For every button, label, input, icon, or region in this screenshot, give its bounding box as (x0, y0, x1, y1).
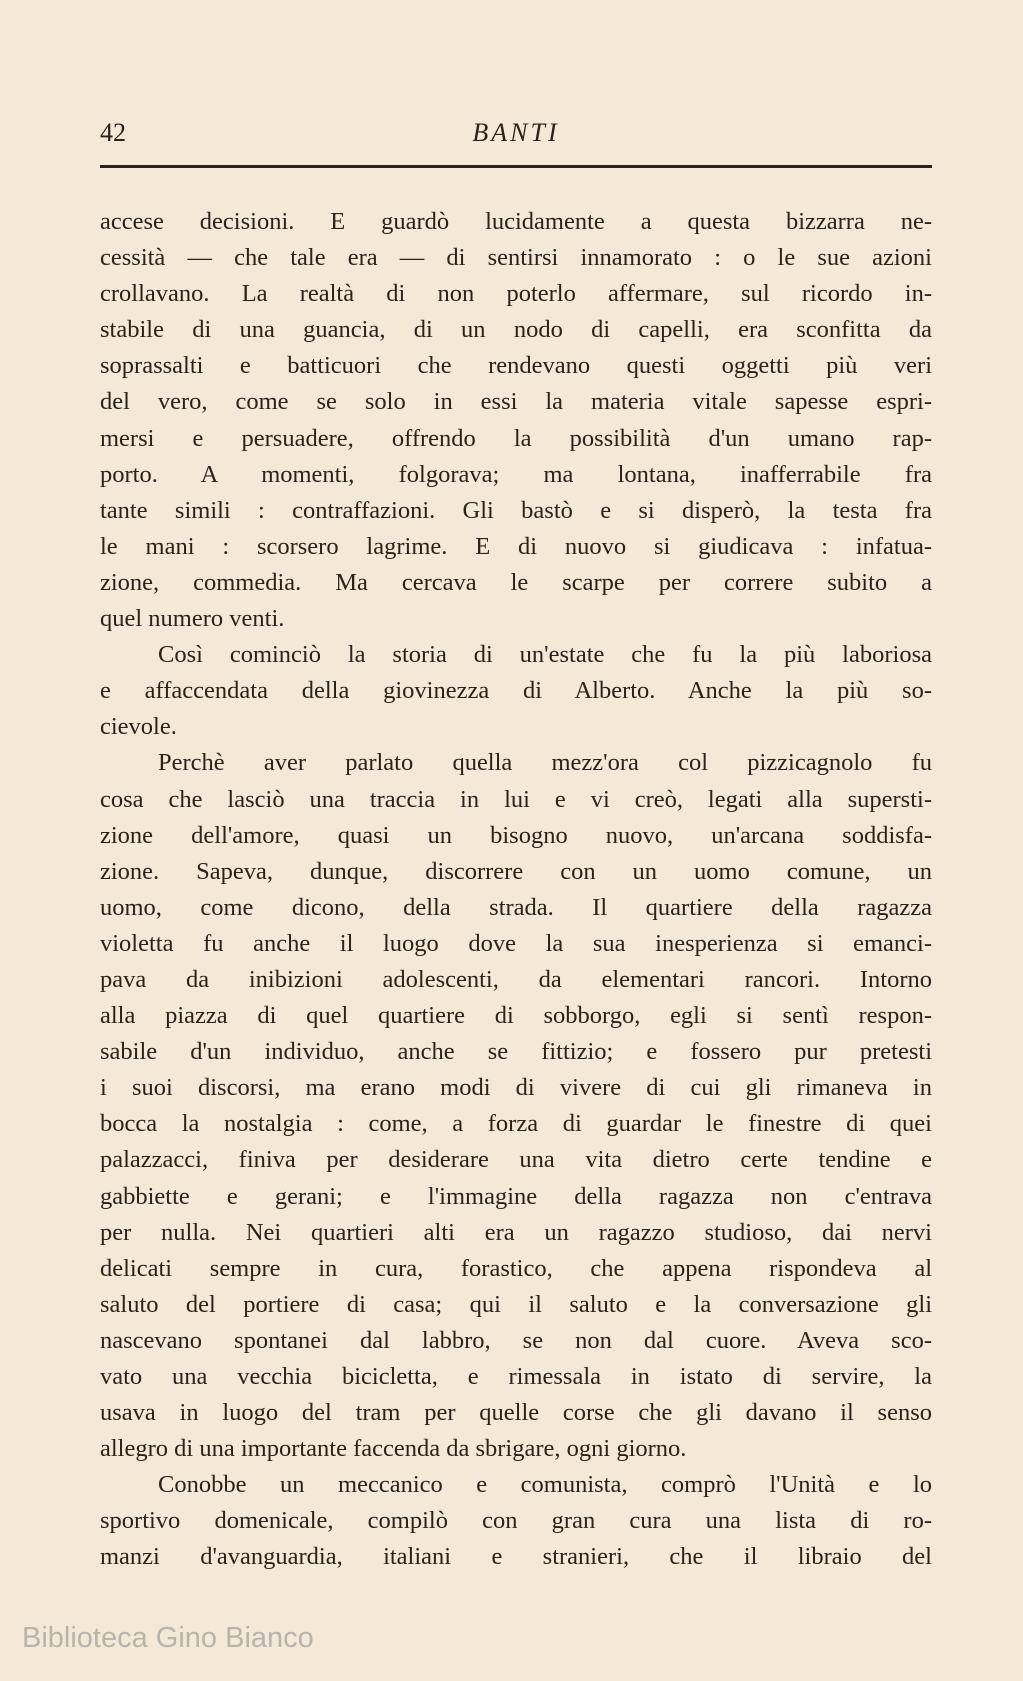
text-line: tante simili : contraffazioni. Gli bastò e si disperò, la testa fra (100, 496, 932, 524)
text-line: cessità — che tale era — di sentirsi innamorato : o le sue azioni (100, 244, 932, 272)
header-rule (100, 165, 932, 168)
text-line: accese decisioni. E guardò lucidamente a questa bizzarra ne- (100, 208, 932, 235)
text-line: cosa che lasciò una traccia in lui e vi creò, legati alla supersti- (100, 785, 932, 813)
library-watermark: Biblioteca Gino Bianco (22, 1622, 314, 1654)
running-head: BANTI (472, 118, 560, 147)
body-text (100, 204, 932, 1576)
text-line: zione, commedia. Ma cercava le scarpe per correre subito a (100, 568, 932, 596)
text-line: crollavano. La realtà di non poterlo affermare, sul ricordo in- (100, 280, 932, 308)
text-line: quel numero venti. (100, 605, 285, 633)
text-line: violetta fu anche il luogo dove la sua inesperienza si emanci- (100, 929, 932, 957)
text-line: alla piazza di quel quartiere di sobborgo, egli si sentì respon- (100, 1002, 932, 1030)
text-line: pava da inibizioni adolescenti, da elementari rancori. Intorno (100, 965, 932, 993)
text-line: gabbiette e gerani; e l'immagine della ragazza non c'entrava (100, 1182, 932, 1210)
text-line: sportivo domenicale, compilò con gran cura una lista di ro- (100, 1507, 932, 1535)
text-line: soprassalti e batticuori che rendevano questi oggetti più veri (100, 352, 932, 380)
text-line: porto. A momenti, folgorava; ma lontana, inafferrabile fra (100, 460, 932, 488)
text-line: mersi e persuadere, offrendo la possibilità d'un umano rap- (100, 424, 932, 452)
text-line: usava in luogo del tram per quelle corse che gli davano il senso (100, 1399, 932, 1427)
page-number: 42 (100, 118, 126, 147)
text-line: delicati sempre in cura, forastico, che appena rispondeva al (100, 1254, 932, 1282)
text-line: stabile di una guancia, di un nodo di capelli, era sconfitta da (100, 316, 932, 344)
text-line: zione. Sapeva, dunque, discorrere con un uomo comune, un (100, 857, 932, 885)
text-line: le mani : scorsero lagrime. E di nuovo si giudicava : infatua- (100, 532, 932, 560)
page-header (100, 118, 932, 158)
text-line: i suoi discorsi, ma erano modi di vivere di cui gli rimaneva in (100, 1074, 932, 1102)
text-line: bocca la nostalgia : come, a forza di guardar le finestre di quei (100, 1110, 932, 1138)
text-line: Perchè aver parlato quella mezz'ora col pizzicagnolo fu (158, 749, 932, 777)
text-line: e affaccendata della giovinezza di Alberto. Anche la più so- (100, 677, 932, 705)
text-line: vato una vecchia bicicletta, e rimessala in istato di servire, la (100, 1363, 932, 1390)
text-line: allegro di una importante faccenda da sbrigare, ogni giorno. (100, 1435, 687, 1463)
text-line: cievole. (100, 713, 177, 741)
text-line: palazzacci, finiva per desiderare una vita dietro certe tendine e (100, 1146, 932, 1174)
text-line: Conobbe un meccanico e comunista, comprò l'Unità e lo (158, 1471, 932, 1499)
text-line: del vero, come se solo in essi la materia vitale sapesse espri- (100, 388, 932, 416)
text-line: per nulla. Nei quartieri alti era un ragazzo studioso, dai nervi (100, 1218, 932, 1246)
text-line: nascevano spontanei dal labbro, se non dal cuore. Aveva sco- (100, 1326, 932, 1354)
text-line: uomo, come dicono, della strada. Il quartiere della ragazza (100, 893, 932, 921)
text-line: Così cominciò la storia di un'estate che fu la più laboriosa (158, 641, 932, 669)
text-line: saluto del portiere di casa; qui il saluto e la conversazione gli (100, 1290, 932, 1318)
text-line: sabile d'un individuo, anche se fittizio; e fossero pur pretesti (100, 1038, 932, 1066)
text-line: zione dell'amore, quasi un bisogno nuovo, un'arcana soddisfa- (100, 821, 932, 849)
text-line: manzi d'avanguardia, italiani e stranieri, che il libraio del (100, 1543, 932, 1571)
